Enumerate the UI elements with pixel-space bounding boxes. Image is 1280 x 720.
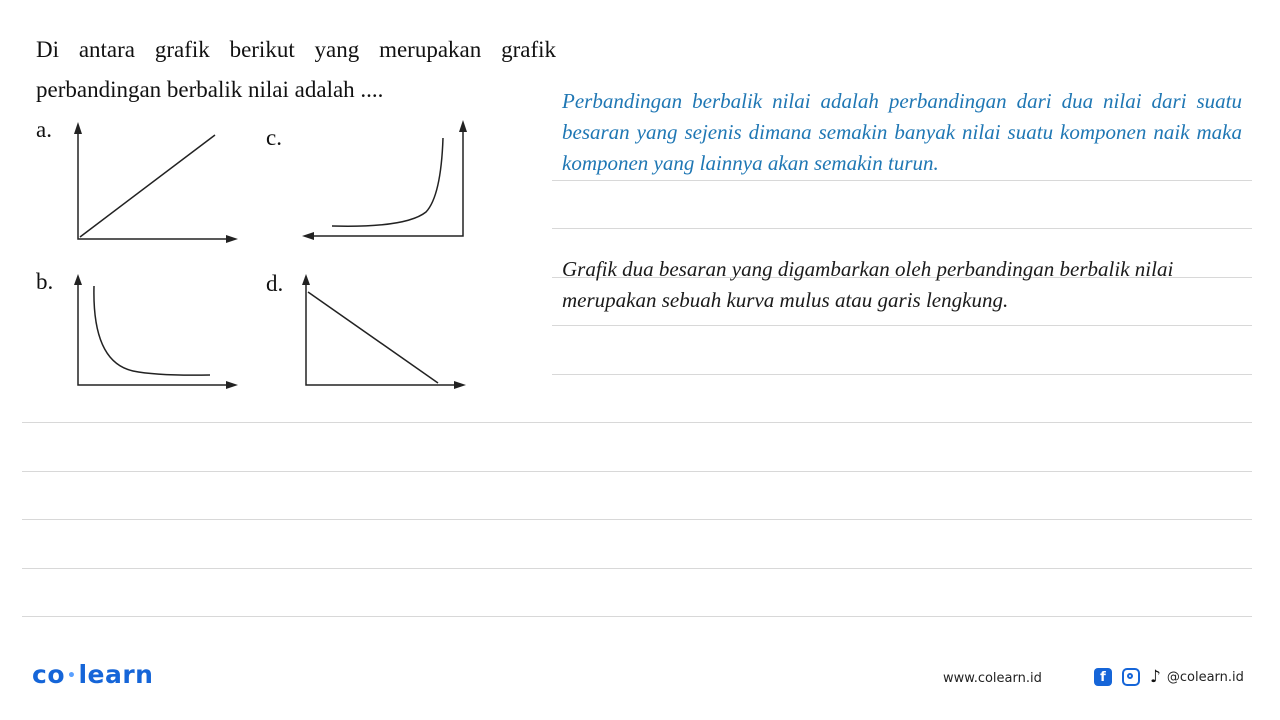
ruled-line [22,471,1252,472]
increasing-curve [332,138,443,226]
option-a-label: a. [36,117,52,142]
ruled-line [552,325,1252,326]
option-b-label: b. [36,269,54,294]
instagram-icon[interactable] [1122,668,1140,686]
arrowhead-up [74,122,82,134]
question-text: Di antara grafik berikut yang merupakan grafik perbandingan berbalik nilai adalah .... [36,37,556,102]
ruled-line [552,228,1252,229]
arrowhead-right [226,235,238,243]
ruled-line [552,180,1252,181]
y-axis-arrow [312,131,463,236]
straight-line-decreasing [308,292,438,383]
facebook-icon[interactable]: f [1094,668,1112,686]
logo-part-co: co [32,660,65,689]
y-axis-arrow [78,284,228,385]
logo-part-learn: learn [78,660,154,689]
arrowhead-up [459,120,467,132]
ruled-line [552,374,1252,375]
ruled-line [22,568,1252,569]
colearn-logo [32,660,153,689]
y-axis-arrow [78,133,228,239]
ruled-line [22,422,1252,423]
option-a-graph [68,118,248,248]
decreasing-curve [94,286,210,375]
graph-note: Grafik dua besaran yang digambarkan oleh perbandingan berbalik nilai merupakan sebuah kurva mulus atau garis lengkung. [562,257,1174,312]
tiktok-icon[interactable]: ♪ [1150,667,1161,687]
arrowhead-up [302,274,310,285]
ruled-line [22,519,1252,520]
straight-line-increasing [80,135,215,237]
option-d-graph [296,272,476,397]
option-c-label: c. [266,125,282,150]
option-c-graph [296,116,476,246]
social-links [1094,668,1244,686]
logo-dot: • [67,668,77,684]
ruled-line [22,616,1252,617]
y-axis-arrow [306,284,456,385]
option-d-label: d. [266,271,284,296]
arrowhead-right [226,381,238,389]
arrowhead-up [74,274,82,285]
social-handle[interactable]: @colearn.id [1166,669,1244,685]
definition-note: Perbandingan berbalik nilai adalah perbandingan dari dua nilai dari suatu besaran yang sejenis dimana semakin banyak nilai suatu komponen naik maka komponen yang lainnya akan semakin turun. [562,89,1242,175]
option-b-graph [68,272,248,397]
arrowhead-left [302,232,314,240]
arrowhead-right [454,381,466,389]
website-link[interactable]: www.colearn.id [943,671,1042,686]
